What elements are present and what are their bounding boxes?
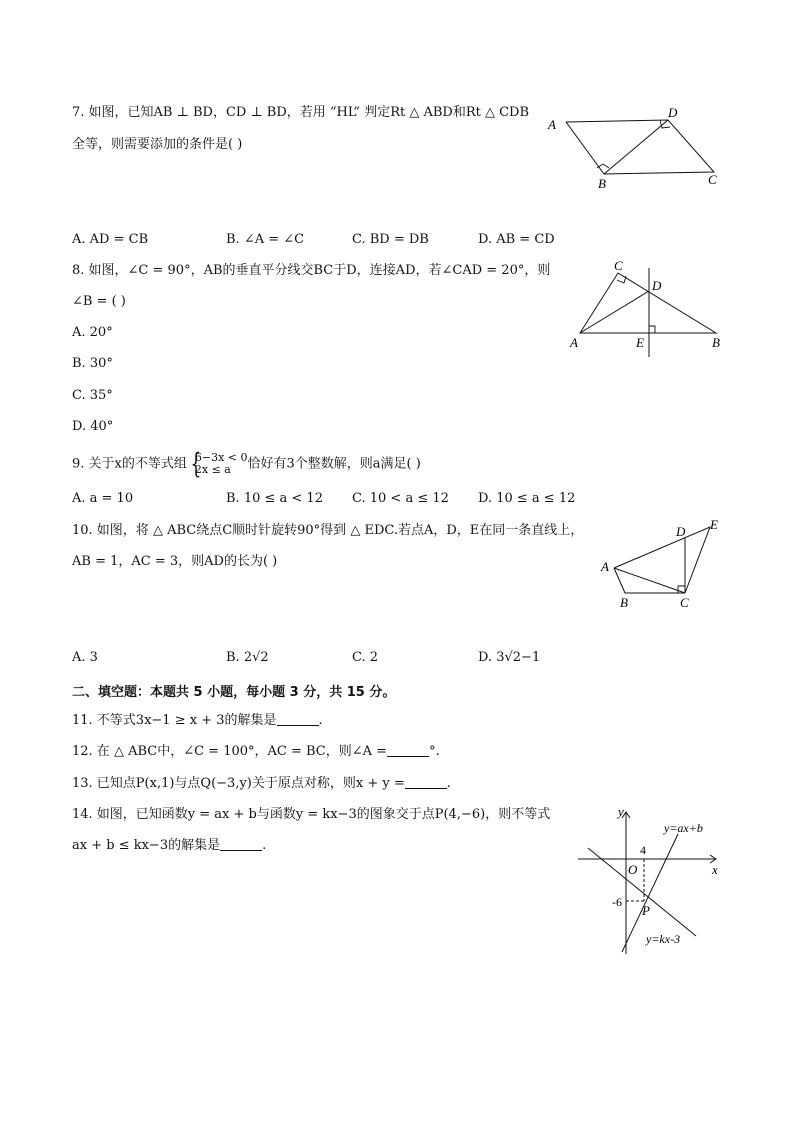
q9-system-row1: 6−3x < 0 (194, 451, 248, 464)
brace-icon: { (190, 447, 202, 480)
q10-figure (596, 515, 726, 611)
q10-option-d[interactable]: D. 3√2−1 (478, 650, 541, 665)
q8-label-A: A (570, 335, 578, 350)
q14-x-axis-label: x (712, 862, 718, 877)
q9-option-a[interactable]: A. a = 10 (72, 491, 134, 506)
q7-label-A: A (548, 117, 556, 132)
q10-label-E: E (710, 517, 718, 532)
q8-figure (566, 256, 736, 360)
section-heading-fill-in: 二、填空题：本题共 5 小题，每小题 3 分，共 15 分。 (72, 685, 396, 700)
q7-option-b[interactable]: B. ∠A = ∠C (226, 232, 305, 247)
q9-system-row2: 2x ≤ a (194, 463, 231, 476)
q7-option-a[interactable]: A. AD = CB (72, 232, 149, 247)
q8-label-D: D (652, 278, 662, 293)
q10-label-D: D (676, 524, 686, 539)
q9-option-d[interactable]: D. 10 ≤ a ≤ 12 (478, 491, 576, 506)
q14-line2-label: y=kx-3 (646, 932, 681, 946)
q8-option-d[interactable]: D. 40° (72, 419, 114, 434)
q8-label-C: C (614, 258, 623, 273)
q7-option-d[interactable]: D. AB = CD (478, 232, 555, 247)
q10-label-B: B (620, 595, 628, 610)
q10-label-C: C (680, 595, 689, 610)
q7-label-B: B (598, 176, 606, 191)
q14-line2-prefix: ax + b ≤ kx−3的解集是 (72, 838, 221, 853)
q14-graph (574, 802, 724, 958)
q8-option-c[interactable]: C. 35° (72, 388, 113, 403)
q7-label-D: D (668, 105, 678, 120)
q12-suffix: °. (429, 744, 440, 759)
q8-label-E: E (636, 335, 644, 350)
q9-stem (72, 447, 421, 480)
q14-origin-label: O (628, 862, 638, 877)
q14-tick-4: 4 (640, 843, 646, 857)
q8-stem-line2: ∠B = ( ) (72, 294, 126, 309)
q14-stem-line1: 14. 如图，已知函数y = ax + b与函数y = kx−3的图象交于点P(4,−6)，则不等式 (72, 807, 551, 822)
q13-suffix: . (446, 776, 451, 791)
q9-prefix: 9. 关于x的不等式组 (72, 456, 187, 472)
q9-suffix: 恰好有3个整数解，则a满足( ) (247, 456, 421, 472)
q14-tick-neg6: -6 (612, 895, 622, 909)
q10-stem-line1: 10. 如图，将 △ ABC绕点C顺时针旋转90°得到 △ EDC.若点A，D，E在同一条直线上， (72, 523, 584, 538)
q7-figure (540, 100, 730, 195)
q11-suffix: . (318, 713, 323, 728)
q7-stem-line2: 全等，则需要添加的条件是( ) (72, 137, 243, 152)
q10-option-b[interactable]: B. 2√2 (226, 650, 269, 665)
q7-option-c[interactable]: C. BD = DB (352, 232, 429, 247)
q12-stem (72, 743, 440, 761)
q14-line2-suffix: . (262, 838, 267, 853)
q9-option-c[interactable]: C. 10 < a ≤ 12 (352, 491, 449, 506)
q9-option-b[interactable]: B. 10 ≤ a < 12 (226, 491, 323, 506)
q14-answer-blank[interactable] (220, 837, 262, 851)
q14-point-P-label: P (642, 903, 650, 918)
q7-label-C: C (708, 172, 717, 187)
q8-option-b[interactable]: B. 30° (72, 356, 113, 371)
q8-stem-line1: 8. 如图，∠C = 90°，AB的垂直平分线交BC于D，连接AD，若∠CAD = 20°，则 (72, 263, 551, 278)
q14-y-axis-label: y (618, 804, 624, 819)
q10-option-a[interactable]: A. 3 (72, 650, 98, 665)
q12-answer-blank[interactable] (387, 743, 429, 757)
q11-prefix: 11. 不等式3x−1 ≥ x + 3的解集是 (72, 713, 277, 728)
q14-line1-label: y=ax+b (664, 821, 703, 835)
q13-answer-blank[interactable] (405, 775, 447, 789)
q10-option-c[interactable]: C. 2 (352, 650, 379, 665)
q10-stem-line2: AB = 1，AC = 3，则AD的长为( ) (72, 554, 278, 569)
q8-label-B: B (712, 335, 720, 350)
q10-label-A: A (601, 559, 609, 574)
q7-stem-line1: 7. 如图，已知AB ⊥ BD，CD ⊥ BD，若用 “HL” 判定Rt △ ABD和Rt △ CDB (72, 105, 530, 120)
q9-inequality-system (187, 447, 248, 480)
q11-answer-blank[interactable] (277, 712, 319, 726)
q12-prefix: 12. 在 △ ABC中，∠C = 100°，AC = BC，则∠A = (72, 744, 388, 759)
q13-prefix: 13. 已知点P(x,1)与点Q(−3,y)关于原点对称，则x + y = (72, 776, 405, 791)
q13-stem (72, 775, 451, 793)
q14-stem-line2 (72, 837, 266, 855)
q8-option-a[interactable]: A. 20° (72, 325, 113, 340)
q11-stem (72, 712, 323, 730)
